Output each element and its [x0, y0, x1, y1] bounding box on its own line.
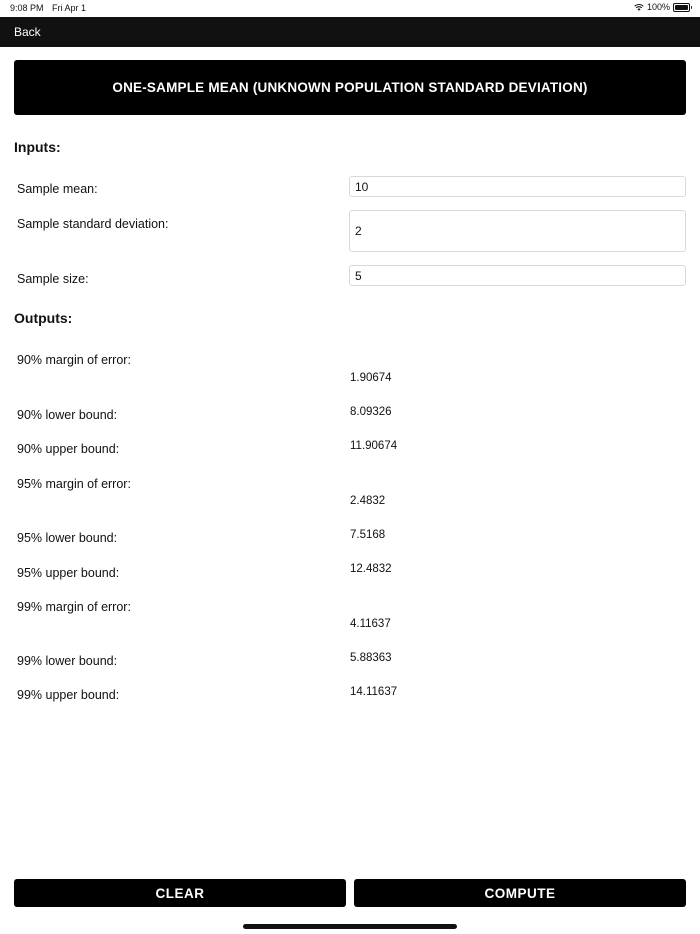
inputs-header: Inputs:: [14, 139, 61, 155]
output-value: 14.11637: [350, 686, 398, 698]
sample-sd-label: Sample standard deviation:: [17, 217, 169, 231]
status-time: 9:08 PM: [10, 3, 44, 13]
home-indicator: [243, 924, 457, 929]
nav-bar: [0, 17, 700, 47]
output-value: 11.90674: [350, 440, 398, 452]
output-label: 95% margin of error:: [17, 477, 131, 491]
output-label: 95% lower bound:: [17, 531, 118, 545]
wifi-icon: [634, 2, 644, 12]
output-value: 7.5168: [350, 529, 386, 541]
status-bar: [0, 0, 700, 17]
output-label: 90% upper bound:: [17, 442, 120, 456]
outputs-header: Outputs:: [14, 310, 73, 326]
output-label: 90% margin of error:: [17, 353, 131, 367]
output-value: 12.4832: [350, 563, 392, 575]
sample-mean-input[interactable]: [349, 176, 686, 197]
output-label: 90% lower bound:: [17, 408, 118, 422]
sample-size-input[interactable]: [349, 265, 686, 286]
output-label: 99% lower bound:: [17, 654, 118, 668]
output-value: 8.09326: [350, 406, 392, 418]
output-value: 5.88363: [350, 652, 392, 664]
compute-button[interactable]: COMPUTE: [354, 879, 686, 907]
output-value: 4.11637: [350, 618, 391, 630]
clear-button[interactable]: CLEAR: [14, 879, 346, 907]
sample-size-label: Sample size:: [17, 272, 89, 286]
output-label: 99% upper bound:: [17, 688, 120, 702]
output-value: 2.4832: [350, 495, 386, 507]
sample-sd-input[interactable]: [349, 210, 686, 252]
output-label: 99% margin of error:: [17, 600, 131, 614]
status-date: Fri Apr 1: [52, 3, 87, 13]
output-value: 1.90674: [350, 372, 392, 384]
back-button[interactable]: Back: [14, 25, 41, 39]
sample-mean-label: Sample mean:: [17, 182, 98, 196]
page-title: ONE-SAMPLE MEAN (UNKNOWN POPULATION STANDARD DEVIATION): [14, 60, 686, 115]
battery-percent: 100%: [646, 2, 670, 12]
output-label: 95% upper bound:: [17, 566, 120, 580]
battery-icon: [673, 3, 690, 12]
